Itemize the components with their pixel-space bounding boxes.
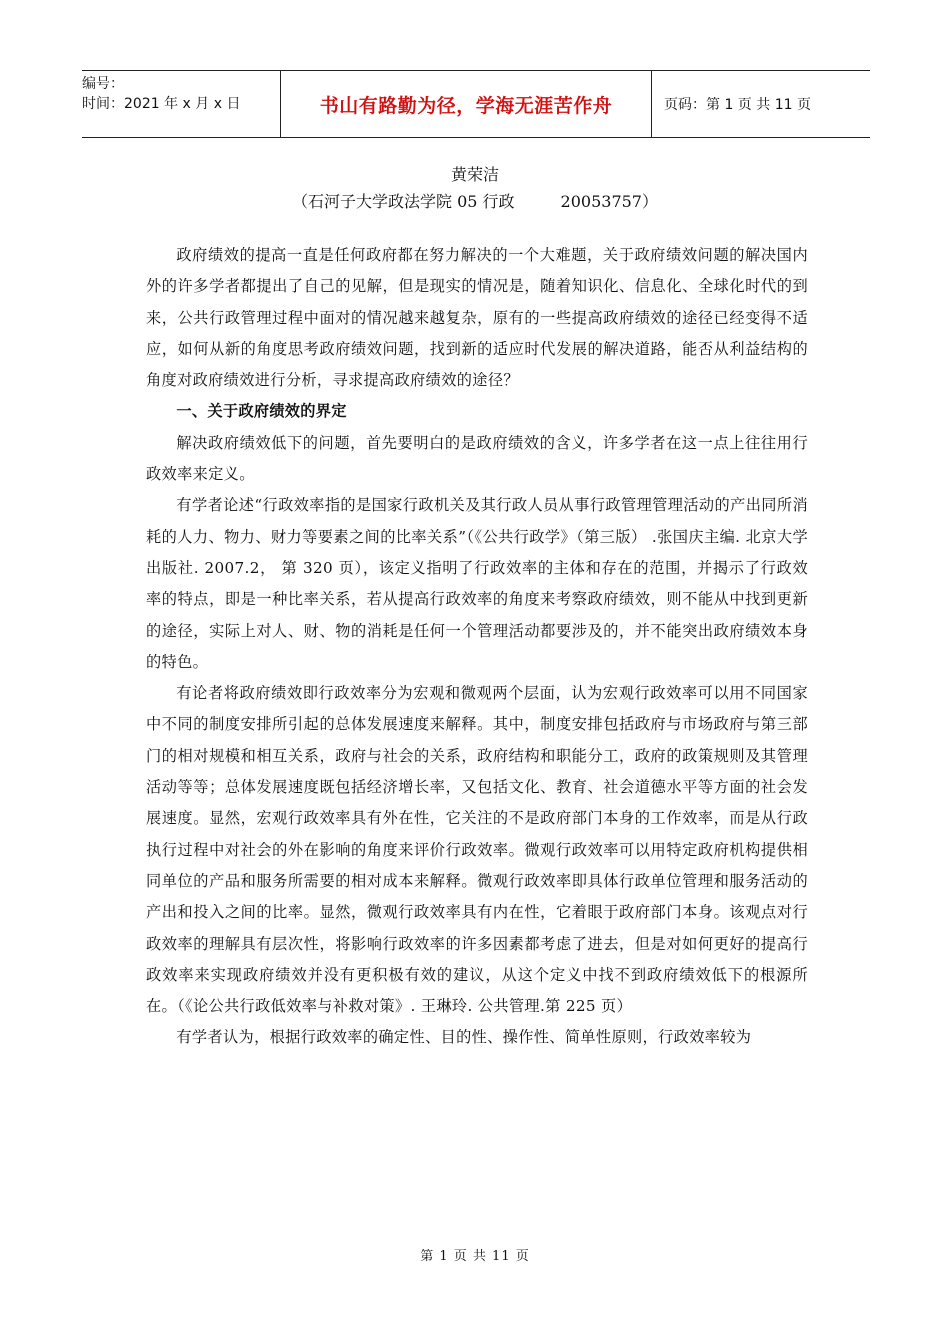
document-date-label: 时间：2021 年 x 月 x 日 xyxy=(82,96,241,112)
document-number-label: 编号： xyxy=(82,76,124,92)
page-header xyxy=(82,70,870,138)
author-affiliation xyxy=(0,189,950,212)
intro-paragraph: 政府绩效的提高一直是任何政府都在努力解决的一个大难题，关于政府绩效问题的解决国内外的许多学者都提出了自己的见解，但是现实的情况是，随着知识化、信息化、全球化时代的到来，公共行政管理过程中面对的情况越来越复杂，原有的一些提高政府绩效的途径已经变得不适应，如何从新的角度思考政府绩效问题，找到新的适应时代发展的解决道路，能否从利益结构的角度对政府绩效进行分析，寻求提高政府绩效的途径？ xyxy=(146,246,808,390)
header-motto-cell xyxy=(280,71,652,137)
header-page-info: 页码：第 1 页 共 11 页 xyxy=(664,97,811,113)
body-paragraph: 解决政府绩效低下的问题，首先要明白的是政府绩效的含义，许多学者在这一点上往往用行政效率来定义。 xyxy=(146,433,808,484)
page-footer: 第 1 页 共 11 页 xyxy=(420,1249,530,1264)
header-motto: 书山有路勤为径，学海无涯苦作舟 xyxy=(319,94,613,117)
body-paragraph: 有论者将政府绩效即行政效率分为宏观和微观两个层面，认为宏观行政效率可以用不同国家中不同的制度安排所引起的总体发展速度来解释。其中，制度安排包括政府与市场政府与第三部门的相对规模和相互关系，政府与社会的关系，政府结构和职能分工，政府的政策规则及其管理活动等等；总体发展速度既包括经济增长率，又包括文化、教育、社会道德水平等方面的社会发展速度。显然，宏观行政效率具有外在性，它关注的不是政府部门本身的工作效率，而是从行政执行过程中对社会的外在影响的角度来评价行政效率。微观行政效率可以用特定政府机构提供相同单位的产品和服务所需要的相对成本来解释。微观行政效率即具体行政单位管理和服务活动的产出和投入之间的比率。显然，微观行政效率具有内在性，它着眼于政府部门本身。该观点对行政效率的理解具有层次性，将影响行政效率的许多因素都考虑了进去，但是对如何更好的提高行政效率来实现政府绩效并没有更积极有效的建议，从这个定义中找不到政府绩效低下的根源所在。（《论公共行政低效率与补救对策》. 王琳玲. 公共管理.第 225 页） xyxy=(146,684,808,1016)
article-body xyxy=(146,240,808,1054)
body-paragraph: 有学者论述“行政效率指的是国家行政机关及其行政人员从事行政管理管理活动的产出同所消耗的人力、物力、财力等要素之间的比率关系”（《公共行政学》（第三版） .张国庆主编. 北京大学出版社. 2007.2， 第 320 页），该定义指明了行政效率的主体和存在的范围，并揭示了行政效率的特点，即是一种比率关系，若从提高行政效率的角度来考察政府绩效，则不能从中找到更新的途径，实际上对人、财、物的消耗是任何一个管理活动都要涉及的，并不能突出政府绩效本身的特色。 xyxy=(146,496,808,671)
affiliation-id: 20053757） xyxy=(560,192,658,211)
body-paragraph: 有学者认为，根据行政效率的确定性、目的性、操作性、简单性原则，行政效率较为 xyxy=(176,1028,752,1047)
header-page-cell xyxy=(652,71,870,137)
header-info-cell xyxy=(82,71,280,137)
affiliation-main: （石河子大学政法学院 05 行政 xyxy=(292,192,515,211)
section-heading: 一、关于政府绩效的界定 xyxy=(176,402,347,421)
author-name: 黄荣洁 xyxy=(450,165,499,184)
